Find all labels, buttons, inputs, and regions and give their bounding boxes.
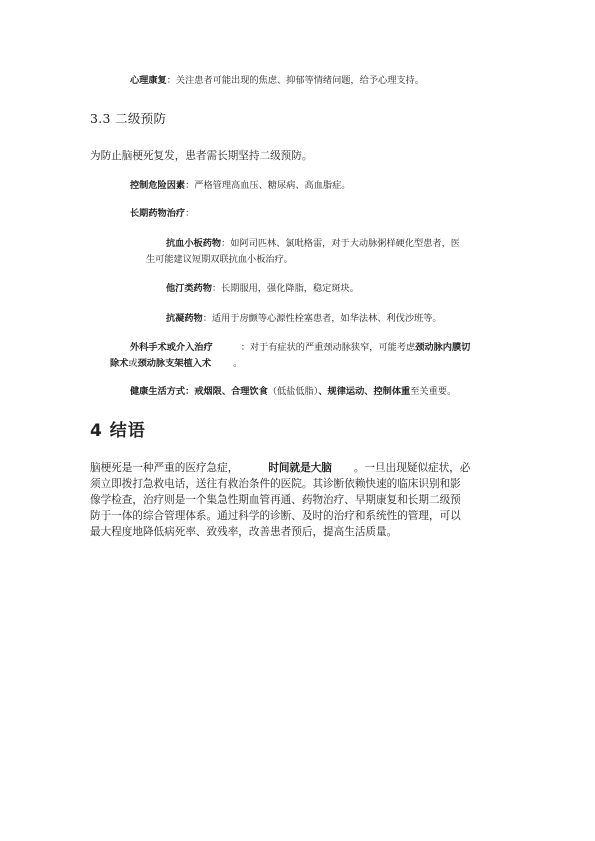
risk-control-term: 控制危险因素	[130, 180, 186, 191]
statin-item	[166, 284, 359, 293]
lifestyle-item	[130, 387, 456, 396]
lifestyle-sep4: 、	[364, 386, 374, 397]
antiplatelet-item-line1	[166, 239, 460, 248]
lifestyle-paren: （低盐低脂）	[267, 386, 319, 397]
surgery-line2d: 。	[233, 358, 243, 369]
section-heading-3-3: 3.3 二级预防	[90, 111, 167, 126]
psych-rehab-text: ：关注患者可能出现的焦虑、抑郁等情绪问题，给予心理支持。	[166, 75, 424, 86]
conclusion-line1	[90, 463, 470, 474]
antiplatelet-text1: ：如阿司匹林、氯吡格雷，对于大动脉粥样硬化型患者，医	[221, 238, 460, 249]
statin-text: ：长期服用，强化降脂，稳定斑块。	[211, 283, 359, 294]
lifestyle-t3: 规律运动	[327, 386, 365, 397]
surgery-item-line2	[110, 359, 242, 368]
conclusion-line4: 防于一体的综合管理体系。通过科学的诊断、及时的治疗和系统性的管理，可以	[90, 510, 461, 522]
psych-rehab-term: 心理康复	[130, 75, 167, 86]
anticoag-term: 抗凝药物	[166, 313, 203, 324]
longterm-drug-colon: ：	[185, 208, 195, 219]
antiplatelet-term: 抗血小板药物	[166, 238, 222, 249]
longterm-drug-item	[130, 209, 194, 218]
conclusion-p1a: 脑梗死是一种严重的医疗急症，	[90, 462, 239, 474]
risk-control-text: ：严格管理高血压、糖尿病、高血脂症。	[185, 180, 351, 191]
lifestyle-t4: 控制体重	[373, 386, 411, 397]
lifestyle-end: 至关重要。	[410, 386, 457, 397]
surgery-item-line1	[130, 343, 470, 352]
lifestyle-sep3: 、	[318, 386, 328, 397]
lifestyle-sep2: 、	[221, 386, 232, 397]
surgery-term: 外科手术或介入治疗	[130, 342, 213, 353]
risk-control-item	[130, 181, 351, 190]
conclusion-line3: 像学检查，治疗则是一个集急性期血管再通、药物治疗、早期康复和长期二级预	[90, 494, 461, 506]
lifestyle-sep: ：	[185, 386, 195, 397]
lifestyle-t1: 戒烟限	[194, 386, 222, 397]
lifestyle-term: 健康生活方式	[130, 386, 186, 397]
antiplatelet-text2: 生可能建议短期双联抗血小板治疗。	[146, 254, 293, 265]
psych-rehab-item	[130, 76, 424, 85]
surgery-line2c: 颈动脉支架植入术	[137, 358, 212, 369]
lifestyle-t2: 合理饮食	[231, 386, 268, 397]
conclusion-p1c: 。一旦出现疑似症状，必	[353, 462, 471, 474]
surgery-line2b: 或	[128, 358, 138, 369]
anticoag-item	[166, 314, 442, 323]
surgery-line2a: 除术	[110, 358, 129, 369]
conclusion-line2: 须立即拨打急救电话，送往有救治条件的医院。其诊断依赖快速的临床识别和影	[90, 478, 461, 490]
surgery-term2: 颈动脉内膜切	[415, 342, 471, 353]
section-heading-4: 4 结语	[90, 421, 146, 441]
anticoag-text: ：适用于房颤等心源性栓塞患者，如华法林、利伐沙班等。	[202, 313, 442, 324]
secondary-prevention-intro: 为防止脑梗死复发，患者需长期坚持二级预防。	[90, 150, 313, 162]
surgery-text1: ：对于有症状的严重颈动脉狭窄，可能考虑	[240, 342, 416, 353]
statin-term: 他汀类药物	[166, 283, 212, 294]
longterm-drug-term: 长期药物治疗	[130, 208, 186, 219]
conclusion-highlight: 时间就是大脑	[268, 462, 332, 474]
conclusion-line5: 最大程度地降低病死率、致残率，改善患者预后，提高生活质量。	[90, 526, 398, 538]
